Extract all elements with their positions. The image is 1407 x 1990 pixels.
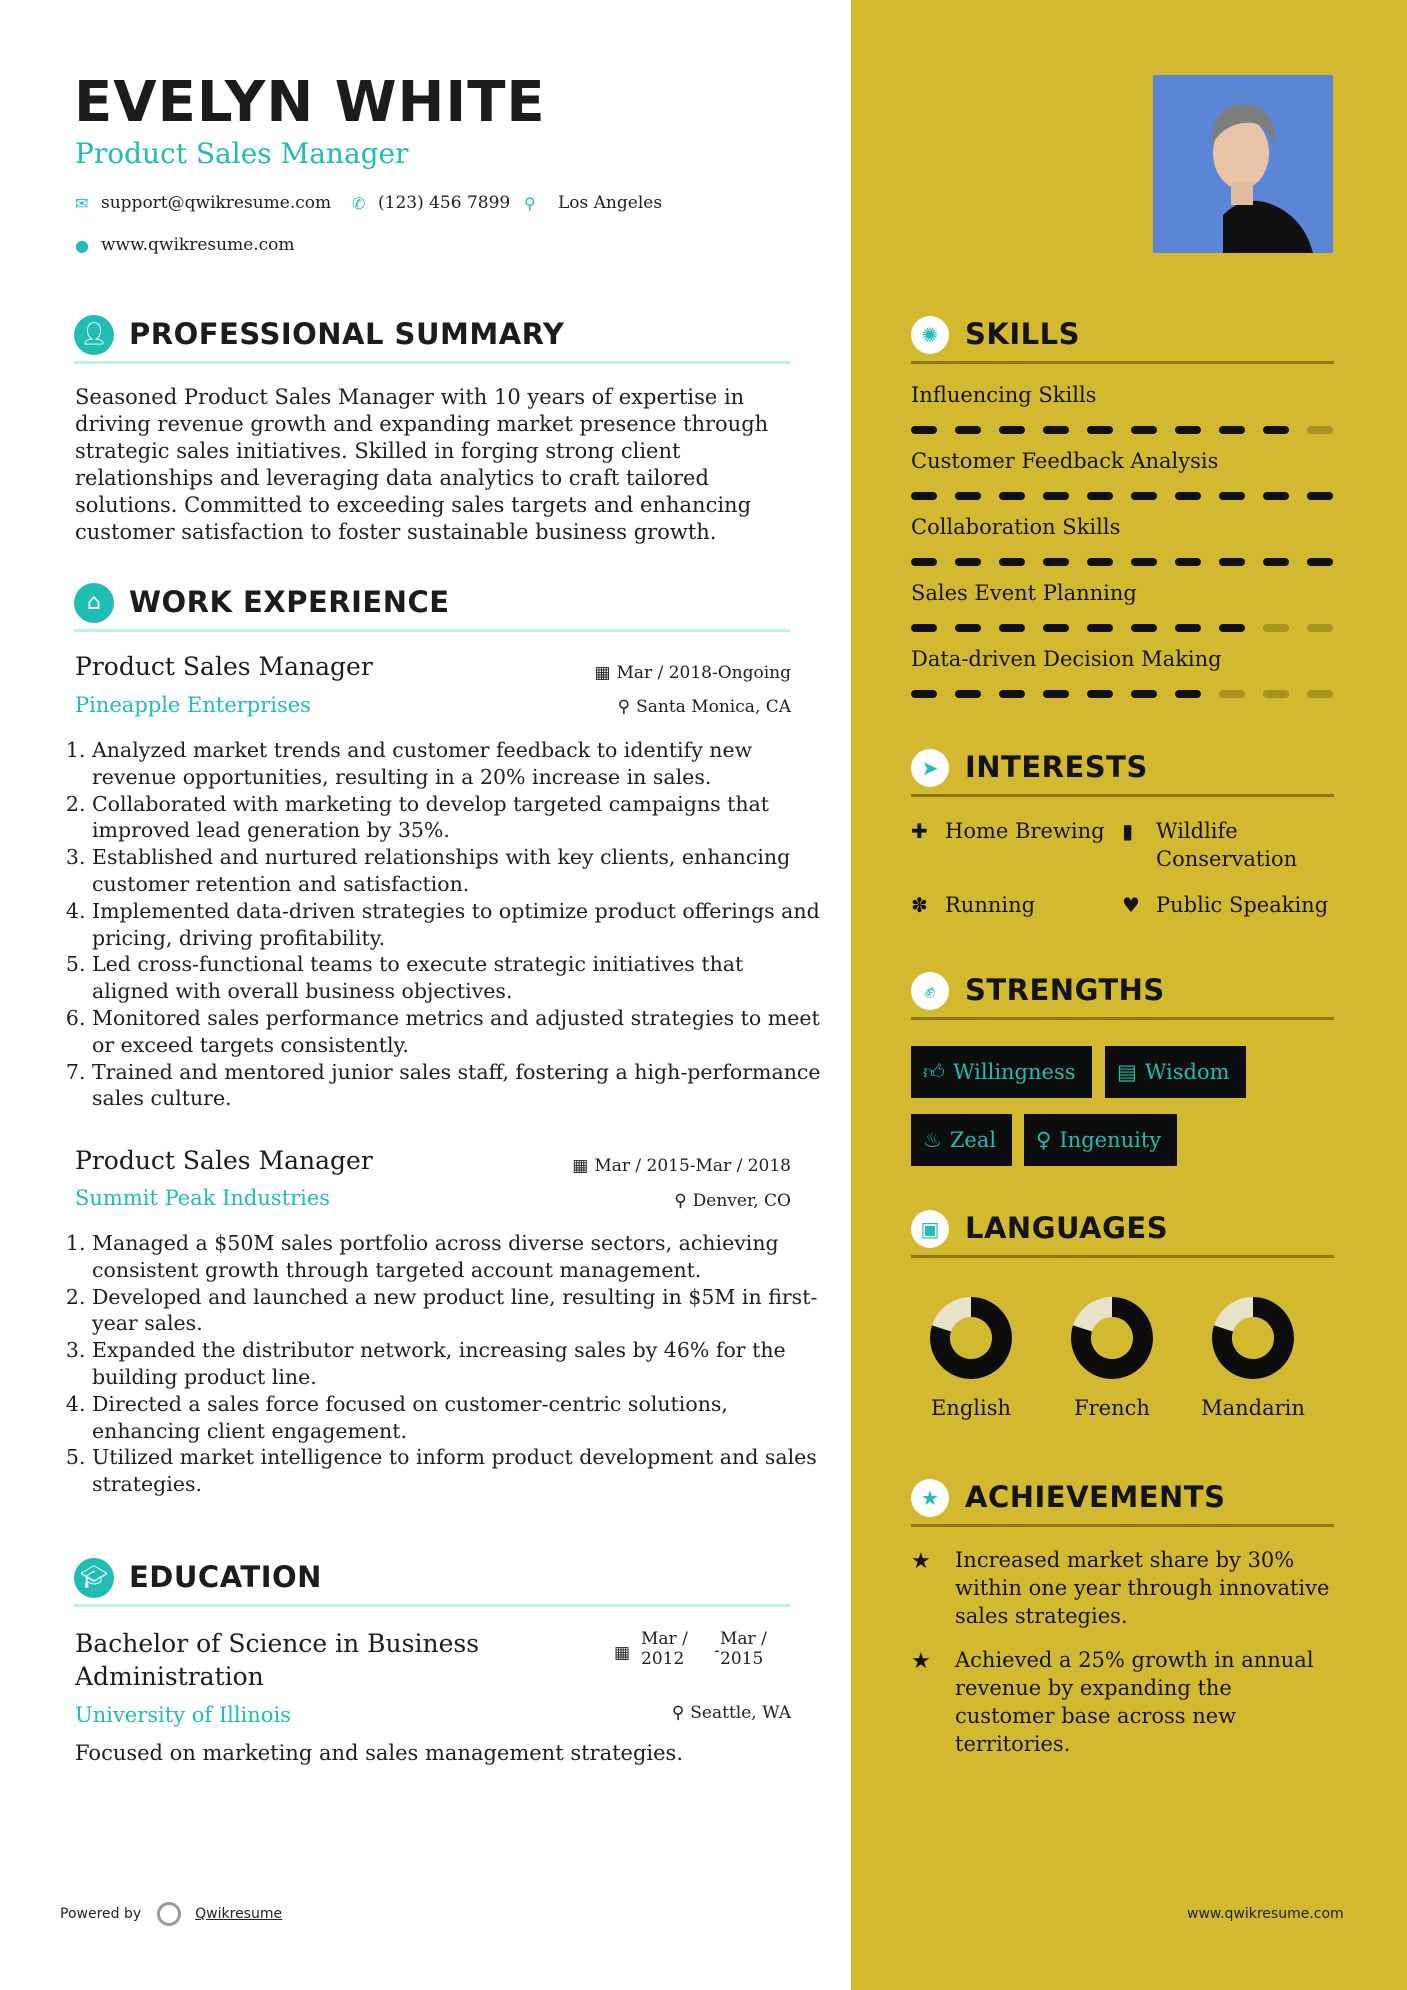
skill-level-segment [1087, 426, 1113, 434]
qwikresume-logo-icon [157, 1902, 181, 1926]
pin-icon: ⚲ [674, 1191, 687, 1211]
calendar-icon: ▦ [614, 1643, 631, 1663]
skill-level-segment [911, 558, 937, 566]
list-item: 2. Developed and launched a new product line, resulting in $5M in first-year sales. [92, 1284, 822, 1338]
skill-level-segment [1087, 624, 1113, 632]
skill-level-segment [955, 558, 981, 566]
skill-level-segment [1131, 558, 1157, 566]
list-item: 4. Directed a sales force focused on customer-centric solutions, enhancing client engagement. [92, 1391, 822, 1445]
achievement-text: Increased market share by 30% within one year through innovative sales strategies. [955, 1548, 1330, 1628]
summary-text: Seasoned Product Sales Manager with 10 years of expertise in driving revenue growth and expanding market presence through strategic sales initiatives. Skilled in forging strong client relationships and leveraging data analytics to craft tailored solutions. Committed to exceeding sales targets and enhancing customer satisfaction to foster sustainable business growth. [75, 385, 769, 544]
pin-icon: ⚲ [617, 697, 631, 717]
profile-photo [1153, 75, 1333, 253]
puzzle-icon: ✚ [911, 819, 928, 843]
strength-wisdom [1105, 1046, 1246, 1098]
skill-level-segment [955, 492, 981, 500]
graduate-icon: 🎓︎ [74, 1558, 114, 1598]
skill-level-segment [1219, 492, 1245, 500]
languages-heading-label: LANGUAGES [965, 1211, 1169, 1245]
language-icon: ▣ [911, 1210, 949, 1248]
skill-level-segment [1175, 690, 1201, 698]
skill-level-segment [1043, 492, 1069, 500]
language-gauge [916, 1296, 1026, 1386]
strengths-heading-label: STRENGTHS [965, 973, 1165, 1007]
paper-plane-icon: ➤ [911, 749, 949, 787]
star-icon: ★ [911, 1649, 931, 1674]
list-item: 4. Implemented data-driven strategies to optimize product offerings and pricing, driving profitability. [92, 898, 822, 952]
job-1-location [618, 697, 791, 717]
calendar-icon: ▦ [594, 663, 611, 683]
job-2-title: Product Sales Manager [75, 1146, 373, 1175]
powered-by-label: Powered by [60, 1906, 142, 1922]
skill-level-segment [999, 426, 1025, 434]
skill-level-segment [1087, 558, 1113, 566]
edu-start-date: Mar / 2012 [641, 1629, 688, 1669]
skill-level-segment [1219, 426, 1245, 434]
edu-degree: Bachelor of Science in Business Administration [75, 1629, 480, 1691]
interests-heading [911, 746, 1334, 797]
pin-icon: ⚲ [671, 1703, 685, 1723]
skill-level-segment [1043, 690, 1069, 698]
phone-text: (123) 456 7899 [378, 193, 511, 213]
strength-ingenuity [1024, 1114, 1177, 1166]
interests-heading-label: INTERESTS [965, 750, 1148, 784]
job-2-company: Summit Peak Industries [75, 1186, 331, 1210]
interest-label: Running [945, 893, 1036, 917]
list-item: 3. Established and nurtured relationships with key clients, enhancing customer retention and satisfaction. [92, 844, 822, 898]
skill-level-segment [1043, 624, 1069, 632]
lightbulb-icon: ✺ [911, 316, 949, 354]
skill-level-segment [1131, 492, 1157, 500]
strength-willingness [911, 1046, 1092, 1098]
language-label: Mandarin [1201, 1396, 1305, 1420]
job-1-title: Product Sales Manager [75, 652, 373, 681]
star-icon: ★ [911, 1549, 931, 1574]
envelope-icon: ✉ [75, 193, 89, 213]
lightbulb-icon: ♀ [1036, 1128, 1052, 1152]
skill-name: Data-driven Decision Making [911, 647, 1222, 671]
skill-level-segment [1175, 558, 1201, 566]
skill-level-segment [999, 492, 1025, 500]
achievement-text: Achieved a 25% growth in annual revenue by expanding the customer base across new territories. [955, 1648, 1314, 1756]
list-item: 2. Collaborated with marketing to develop targeted campaigns that improved lead generation by 35%. [92, 791, 822, 845]
strength-label: Willingness [952, 1060, 1076, 1084]
list-item: 5. Led cross-functional teams to execute strategic initiatives that aligned with overall business objectives. [92, 951, 822, 1005]
heartbeat-icon: ♥ [1122, 893, 1140, 917]
skill-level-segment [1263, 624, 1289, 632]
language-label: English [930, 1396, 1012, 1420]
job-2-dates [572, 1156, 791, 1176]
job-1-location-text: Santa Monica, CA [636, 697, 791, 717]
skills-heading [911, 313, 1334, 364]
contact-phone[interactable] [352, 193, 510, 213]
skill-level-segment [1175, 426, 1201, 434]
skill-level-segment [1219, 690, 1245, 698]
skill-level-bar [911, 624, 1335, 632]
strengths-heading [911, 969, 1334, 1020]
book-icon: ▤ [1117, 1060, 1137, 1084]
skill-level-segment [1219, 558, 1245, 566]
footer-powered-by [60, 1902, 282, 1926]
skill-level-segment [911, 624, 937, 632]
email-text: support@qwikresume.com [101, 193, 332, 213]
experience-heading [74, 581, 790, 632]
strength-label: Ingenuity [1059, 1128, 1162, 1152]
user-icon: 👤︎ [74, 315, 114, 355]
education-heading [74, 1556, 790, 1607]
skill-level-segment [1307, 426, 1333, 434]
edu-end-date: Mar / 2015 [720, 1629, 767, 1669]
list-item: 7. Trained and mentored junior sales staff, fostering a high-performance sales culture. [92, 1059, 822, 1113]
language-item [1198, 1296, 1308, 1420]
skill-level-segment [911, 426, 937, 434]
skill-level-segment [999, 690, 1025, 698]
candidate-name: EVELYN WHITE [74, 70, 546, 135]
skill-level-segment [1219, 624, 1245, 632]
language-gauge [1198, 1296, 1308, 1386]
language-item [1057, 1296, 1167, 1420]
interest-label: Home Brewing [945, 819, 1105, 843]
edu-date-separator: - [714, 1641, 720, 1661]
paw-icon: ✽ [911, 893, 928, 917]
job-2-bullets [68, 1230, 822, 1498]
summary-heading-label: PROFESSIONAL SUMMARY [129, 317, 565, 351]
portrait-illustration [1153, 75, 1333, 253]
skill-level-segment [1307, 690, 1333, 698]
skill-level-bar [911, 492, 1335, 500]
languages-heading [911, 1207, 1334, 1258]
skill-level-bar [911, 690, 1335, 698]
strength-label: Wisdom [1144, 1060, 1230, 1084]
edu-description: Focused on marketing and sales management strategies. [75, 1741, 684, 1765]
skill-level-segment [1175, 624, 1201, 632]
skill-level-segment [1263, 558, 1289, 566]
skill-level-segment [1043, 558, 1069, 566]
skill-name: Sales Event Planning [911, 581, 1137, 605]
skill-level-bar [911, 558, 1335, 566]
achievements-heading-label: ACHIEVEMENTS [965, 1480, 1226, 1514]
edu-school: University of Illinois [75, 1703, 291, 1727]
achievements-heading [911, 1476, 1334, 1527]
skill-level-segment [955, 690, 981, 698]
map-marker-icon: ⚲ [524, 193, 536, 213]
job-2-dates-text: Mar / 2015-Mar / 2018 [594, 1156, 791, 1176]
list-item: 5. Utilized market intelligence to inform product development and sales strategies. [92, 1444, 822, 1498]
brand-link[interactable]: Qwikresume [195, 1906, 283, 1922]
job-1-bullets [68, 737, 822, 1112]
website-text: www.qwikresume.com [101, 235, 295, 255]
skill-level-segment [911, 492, 937, 500]
list-item: 6. Monitored sales performance metrics and adjusted strategies to meet or exceed targets consistently. [92, 1005, 822, 1059]
strength-label: Zeal [949, 1128, 997, 1152]
contact-email[interactable] [75, 193, 331, 213]
skill-level-bar [911, 426, 1335, 434]
edu-location-text: Seattle, WA [690, 1703, 791, 1723]
book-icon: ▮ [1122, 819, 1134, 843]
skill-level-segment [911, 690, 937, 698]
job-2-location-text: Denver, CO [692, 1191, 791, 1211]
skill-level-segment [1087, 492, 1113, 500]
strength-zeal [911, 1114, 1012, 1166]
skill-level-segment [1131, 690, 1157, 698]
skill-level-segment [1307, 558, 1333, 566]
skill-level-segment [1131, 624, 1157, 632]
job-1-dates [594, 663, 791, 683]
footer-website[interactable]: www.qwikresume.com [1187, 1906, 1344, 1922]
language-item [916, 1296, 1026, 1420]
list-item: 1. Analyzed market trends and customer feedback to identify new revenue opportunities, resulting in a 20% increase in sales. [92, 737, 822, 791]
interest-label: Public Speaking [1156, 893, 1329, 917]
contact-location [524, 193, 662, 213]
experience-heading-label: WORK EXPERIENCE [129, 585, 450, 619]
list-item: 3. Expanded the distributor network, increasing sales by 46% for the building product line. [92, 1337, 822, 1391]
list-item: 1. Managed a $50M sales portfolio across diverse sectors, achieving consistent growth through targeted account management. [92, 1230, 822, 1284]
candidate-title: Product Sales Manager [75, 137, 409, 170]
skill-level-segment [955, 624, 981, 632]
skill-level-segment [1263, 690, 1289, 698]
skill-level-segment [1263, 492, 1289, 500]
skill-level-segment [955, 426, 981, 434]
education-heading-label: EDUCATION [129, 1560, 322, 1594]
skill-name: Influencing Skills [911, 383, 1097, 407]
office-chair-icon: ⌂ [74, 583, 114, 623]
contact-website[interactable] [75, 235, 295, 255]
edu-location [672, 1703, 791, 1723]
interest-label: Wildlife Conservation [1156, 819, 1298, 871]
language-gauge [1057, 1296, 1167, 1386]
fist-icon: ✊︎ [911, 972, 949, 1010]
language-label: French [1074, 1396, 1150, 1420]
globe-icon: ● [75, 235, 89, 255]
calendar-icon: ▦ [572, 1156, 589, 1176]
skill-level-segment [1087, 690, 1113, 698]
thumbs-up-icon: 👍︎ [923, 1060, 945, 1084]
skill-level-segment [1263, 426, 1289, 434]
skill-name: Customer Feedback Analysis [911, 449, 1219, 473]
skill-name: Collaboration Skills [911, 515, 1121, 539]
fire-icon: ♨ [923, 1128, 942, 1152]
skill-level-segment [1043, 426, 1069, 434]
phone-icon: ✆ [352, 193, 366, 213]
skills-heading-label: SKILLS [965, 317, 1080, 351]
skill-level-segment [1307, 624, 1333, 632]
skill-level-segment [999, 558, 1025, 566]
job-2-location [674, 1191, 791, 1211]
job-1-company: Pineapple Enterprises [75, 693, 311, 717]
location-text: Los Angeles [558, 193, 663, 213]
skill-level-segment [1175, 492, 1201, 500]
skill-level-segment [1131, 426, 1157, 434]
summary-heading [74, 313, 790, 364]
star-icon: ★ [911, 1479, 949, 1517]
skill-level-segment [999, 624, 1025, 632]
skill-level-segment [1307, 492, 1333, 500]
job-1-dates-text: Mar / 2018-Ongoing [616, 663, 791, 683]
